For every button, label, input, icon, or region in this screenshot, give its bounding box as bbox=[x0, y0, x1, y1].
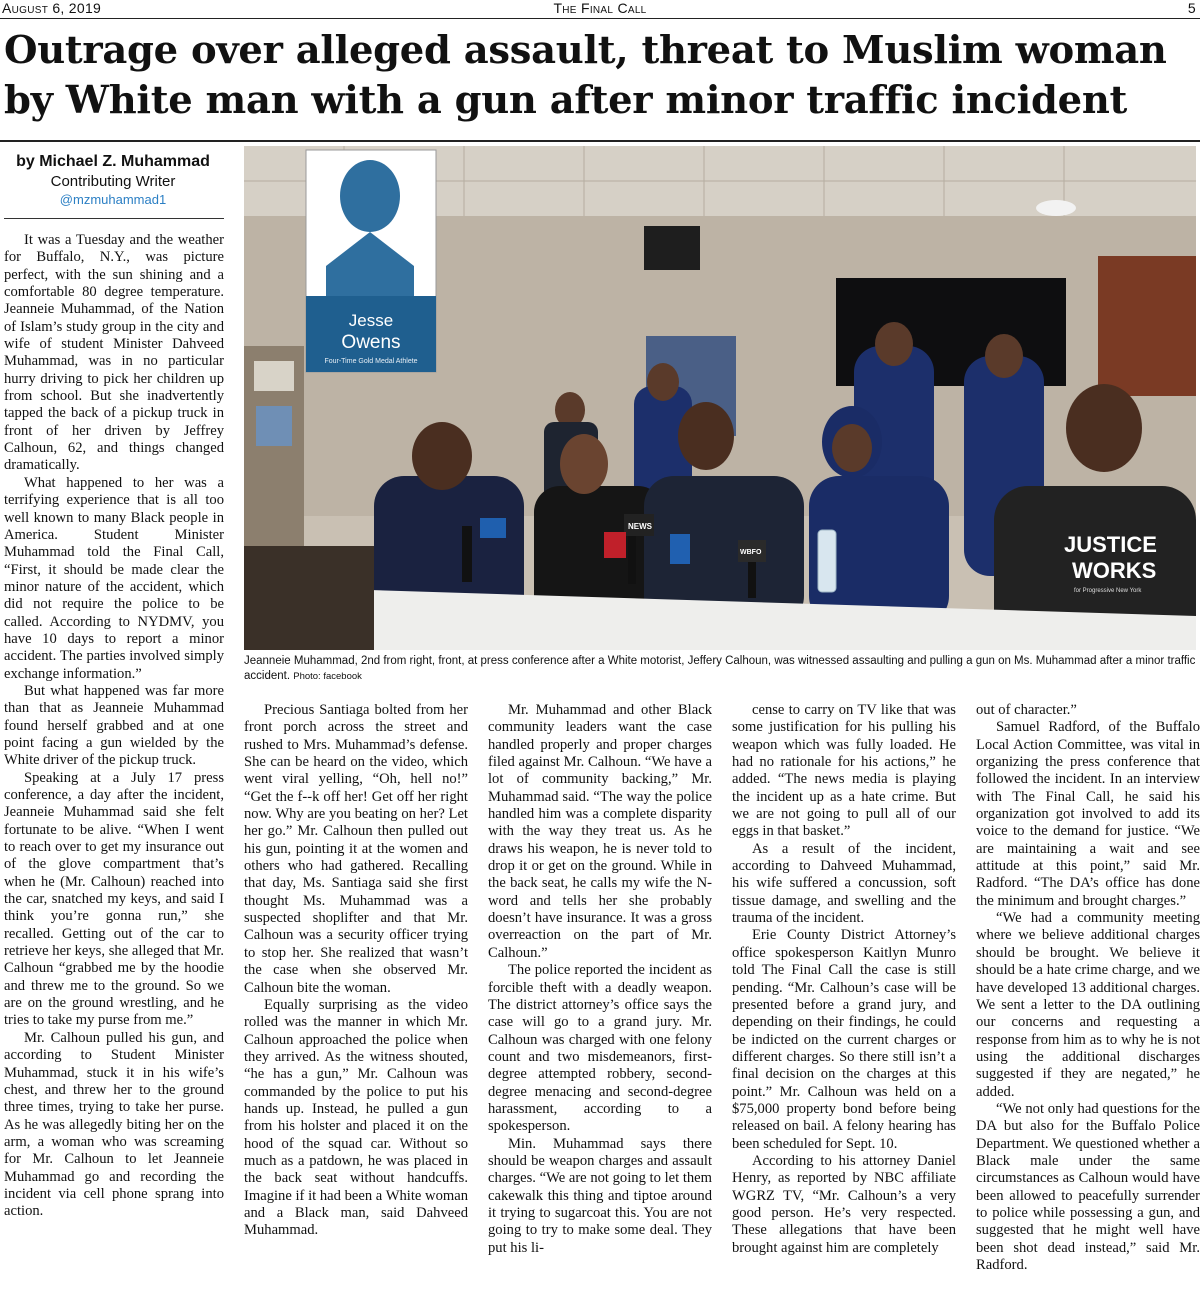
article-paragraph: “We had a community meeting where we believe additional charges should be brought. We believe it should be a hate crime charge, and we have developed 13 additional charges. We sent a letter to the DA outlining our concerns and requesting a response from him as to why he is not using the additional discharges suggested if they are negated,” he added. bbox=[976, 910, 1200, 1100]
photo-caption-text: Jeanneie Muhammad, 2nd from right, front, at press conference after a White motorist, Jeffery Calhoun, was witnessed assaulting and pulling a gun on Ms. Muhammad after a minor traffic accident. bbox=[244, 655, 1196, 682]
shirt-text-3: for Progressive New York bbox=[1074, 588, 1142, 594]
mic-flag-1: NEWS bbox=[628, 522, 652, 531]
byline bbox=[0, 152, 226, 208]
article-paragraph: The police reported the incident as forcible theft with a deadly weapon. The district attorney’s office says the case will go to a grand jury. Mr. Calhoun was charged with one felony count and two misdemeanors, first-degree attempted robbery, second-degree menacing and second-degree harassment, according to a spokesperson. bbox=[488, 962, 712, 1135]
speaker-icon bbox=[644, 226, 700, 270]
photo-caption bbox=[244, 654, 1196, 684]
article-paragraph: cense to carry on TV like that was some justification for his pulling his weapon which was fully loaded. He had no rationale for his actions,” he added. “The news media is playing the incident up as a hate crime. But we are not going to pull all of our eggs in that basket.” bbox=[732, 702, 956, 840]
article-paragraph: It was a Tuesday and the weather for Buffalo, N.Y., was picture perfect, with the sun shining and a comfortable 80 degree temperature. Jeanneie Muhammad, of the Nation of Islam’s study group in the city and wife of student Minister Dahveed Muhammad, was in no particular hurry driving to pick her children up from school. But she inadvertently tapped the back of a pickup truck in front of her driven by Jeffrey Calhoun, 62, and things changed dramatically. bbox=[4, 232, 224, 474]
headline bbox=[4, 26, 1196, 126]
article-paragraph: Erie County District Attorney’s office spokesperson Kaitlyn Munro told The Final Call the case is still pending. “Mr. Calhoun’s case will be presented before a grand jury, and depending on their findings, he could be indicted on the current charges or different charges. So there still isn’t a final decision on the charges at this point.” Mr. Calhoun was held on a $75,000 property bond before being released on bail. A felony hearing has been scheduled for Sept. 10. bbox=[732, 927, 956, 1152]
article-paragraph: Mr. Muhammad and other Black community leaders want the case handled properly and proper charges filed against Mr. Calhoun. “We have a lot of community backing,” Mr. Muhammad said. “The way the police handled him was a complete disparity with the way they treat us. As he draws his weapon, he is never told to drop it or get on the ground. While in the back seat, he calls my wife the N-word and tells her she probably doesn’t have insurance. It was a gross overreaction on the part of Mr. Calhoun.” bbox=[488, 702, 712, 961]
article-paragraph: According to his attorney Daniel Henry, as reported by NBC affiliate WGRZ TV, “Mr. Calhoun’s a very good person. He’s very respected. These allegations that have been brought against him are completely bbox=[732, 1152, 956, 1256]
article-paragraph: Speaking at a July 17 press conference, a day after the incident, Jeanneie Muhammad said she felt fortunate to be alive. “When I went to reach over to get my insurance out of the glove compartment that’s when he (Mr. Calhoun) reached into the car, snatched my keys, and said I think you’re gonna run,” she recalled. Getting out of the car to retrieve her keys, she alleged that Mr. Calhoun “grabbed me by the hoodie and threw me to the ground. So we are on the ground wrestling, and he tries to take my purse from me.” bbox=[4, 769, 224, 1029]
article-paragraph: Min. Muhammad says there should be weapon charges and assault charges. “We are not going to let them cakewalk this thing and tiptoe around it trying to sugarcoat this. You are not going to try to make some deal. They put his li- bbox=[488, 1135, 712, 1256]
article-paragraph: But what happened was far more than that as Jeanneie Muhammad found herself grabbed and at one point facing a gun wielded by the White driver of the pickup truck. bbox=[4, 682, 224, 769]
article-paragraph: What happened to her was a terrifying experience that is all too well known to many Black people in America. Student Minister Muhammad told the Final Call, “First, it should be made clear the minor nature of the accident, which did not require the police to be called. According to NYDMV, you have 10 days to report a minor accident. The parties involved simply exchange information.” bbox=[4, 474, 224, 682]
water-bottle-icon bbox=[818, 530, 836, 592]
shirt-text-2: WORKS bbox=[1072, 558, 1157, 583]
page-number: 5 bbox=[1187, 0, 1196, 16]
newspaper-name: The Final Call bbox=[553, 0, 647, 16]
photo-credit: Photo: facebook bbox=[293, 671, 362, 682]
byline-social-handle[interactable]: @mzmuhammad1 bbox=[59, 192, 167, 207]
headline-divider bbox=[0, 140, 1200, 142]
banner-name-2: Owens bbox=[341, 332, 401, 353]
article-column-4 bbox=[732, 702, 956, 1257]
article-paragraph: Mr. Calhoun pulled his gun, and according to Student Minister Muhammad, stuck it in his wife’s chest, and threw her to the ground three times, trying to take her purse. As he was allegedly biting her on the arm, a woman who was screaming for Mr. Calhoun to let Jeanneie Muhammad go and recording the incident via cell phone sprang into action. bbox=[4, 1029, 224, 1220]
press-conference-photo bbox=[244, 146, 1196, 650]
article-paragraph: Equally surprising as the video rolled was the manner in which Mr. Calhoun approached the police when they arrived. As the witness shouted, “he has a gun,” Mr. Calhoun was commanded by the police to put his hands up. Instead, he pulled a gun from his holster and placed it on the hood of the squad car. Without so much as a patdown, he was placed in the back seat without handcuffs. Imagine if it had been a White woman and a Black man, said Dahveed Muhammad. bbox=[244, 996, 468, 1239]
byline-author: by Michael Z. Muhammad bbox=[16, 153, 210, 170]
photo-illustration bbox=[244, 146, 1196, 650]
article-column-2 bbox=[244, 702, 468, 1240]
byline-divider bbox=[4, 218, 224, 219]
banner-subtitle: Four-Time Gold Medal Athlete bbox=[324, 358, 418, 365]
issue-date: August 6, 2019 bbox=[2, 0, 102, 16]
article-paragraph: out of character.” bbox=[976, 702, 1077, 718]
article-column-1 bbox=[4, 232, 224, 1221]
article-column-5 bbox=[976, 702, 1200, 1274]
banner-name-1: Jesse bbox=[348, 311, 394, 330]
headline-line-2: by White man with a gun after minor traffic incident bbox=[4, 78, 1127, 123]
jesse-owens-banner bbox=[306, 150, 436, 372]
article-column-3 bbox=[488, 702, 712, 1257]
shirt-text-1: JUSTICE bbox=[1064, 532, 1157, 557]
byline-role: Contributing Writer bbox=[50, 173, 176, 190]
headline-line-1: Outrage over alleged assault, threat to Muslim woman bbox=[4, 28, 1167, 73]
article-paragraph: Precious Santiaga bolted from her front porch across the street and rushed to Mrs. Muhammad’s defense. She can be heard on the video, which went viral yelling, “Oh, hell no!” “Get the f--k off her! Get off her right now. Why are you beating on her? Let her go.” Mr. Calhoun then pulled out his gun, pointing it at the women and others who had gathered. Recalling that day, Ms. Santiaga said she first thought Ms. Muhammad was a suspected shoplifter and that Mr. Calhoun was a security officer trying to stop her. She realized that wasn’t the case when she observed Mr. Calhoun bite the woman. bbox=[244, 702, 468, 996]
article-paragraph: Samuel Radford, of the Buffalo Local Action Committee, was vital in organizing the press conference that followed the incident. In an interview with The Final Call, he said his organization got involved to add its voice to the demand for justice. “We are maintaining a wait and see attitude at this point,” said Mr. Radford. “The DA’s office has done the minimum and brought charges.” bbox=[976, 719, 1200, 909]
article-paragraph: “We not only had questions for the DA but also for the Buffalo Police Department. We questioned whether a Black male under the same circumstances as Calhoun would have been allowed to peacefully surrender to police while possessing a gun, and suggested that he might well have been shot dead instead,” said Mr. Radford. bbox=[976, 1100, 1200, 1273]
running-header bbox=[0, 0, 1200, 19]
article-paragraph: As a result of the incident, according to Dahveed Muhammad, his wife suffered a concussion, soft tissue damage, and swelling and the trauma of the incident. bbox=[732, 840, 956, 927]
mic-flag-2: WBFO bbox=[740, 549, 762, 556]
